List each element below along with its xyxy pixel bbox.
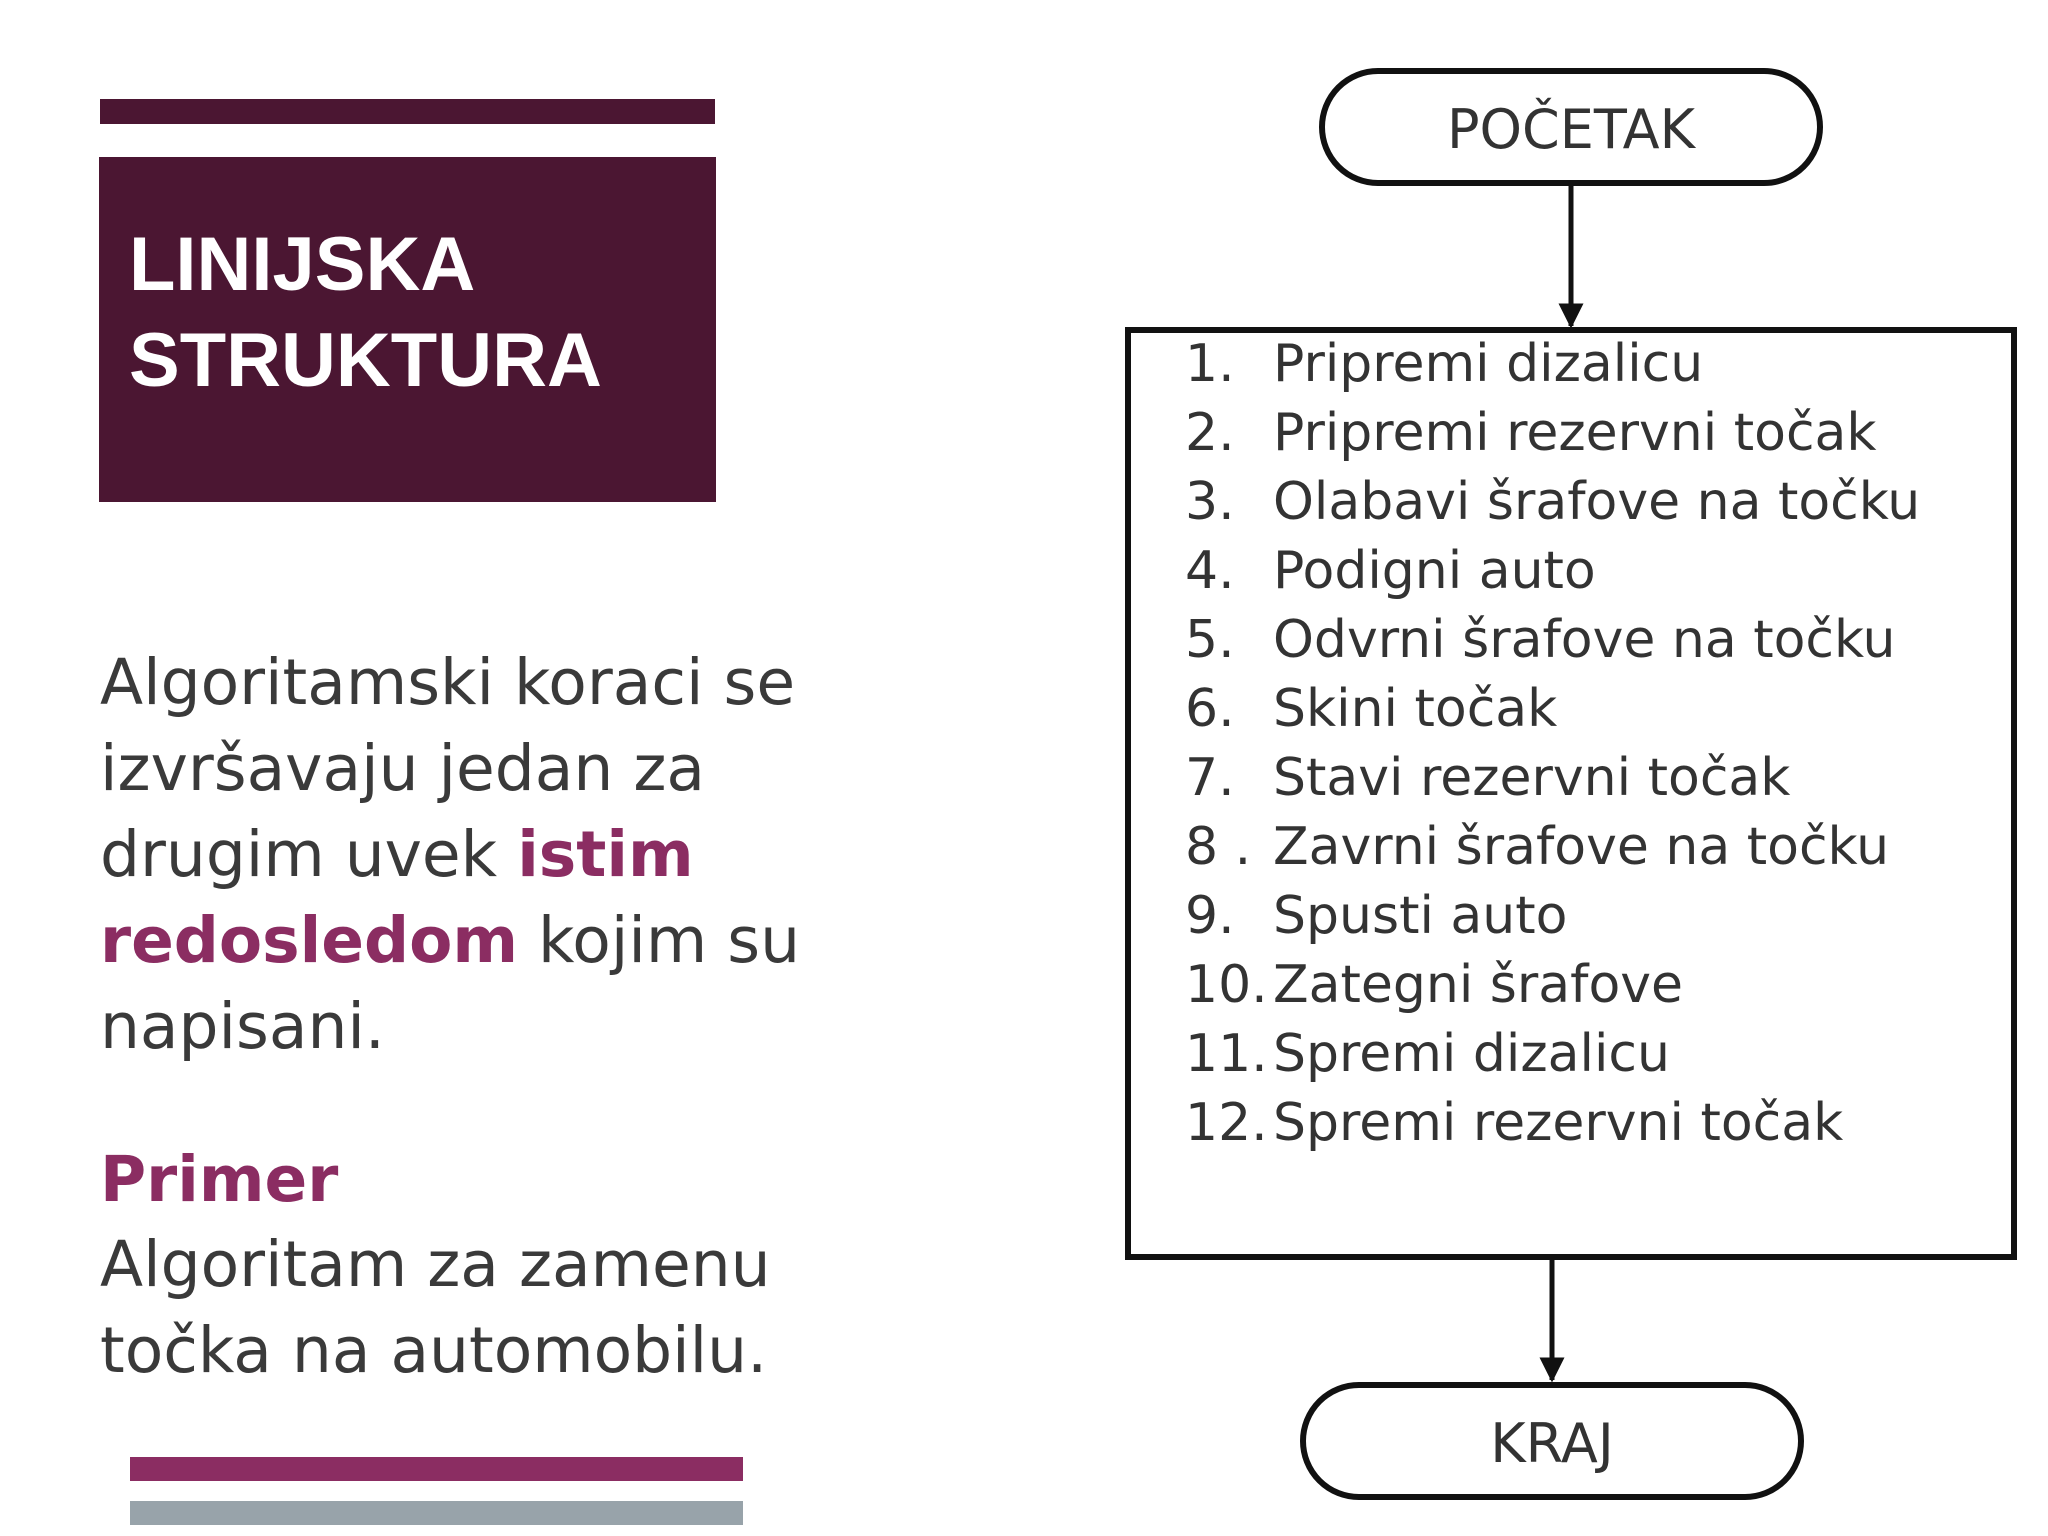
step-text: Spremi dizalicu bbox=[1273, 1024, 1670, 1084]
step-number: 3. bbox=[1185, 472, 1235, 532]
step-item bbox=[1185, 468, 1920, 537]
step-number: 8 . bbox=[1185, 817, 1252, 877]
step-item bbox=[1185, 1020, 1920, 1089]
title-line-2: STRUKTURA bbox=[129, 318, 602, 403]
steps-list bbox=[1185, 330, 1920, 1158]
step-text: Zavrni šrafove na točku bbox=[1273, 817, 1890, 877]
description-highlight: istim redosledom bbox=[100, 818, 694, 977]
step-number: 10. bbox=[1185, 955, 1268, 1015]
step-item bbox=[1185, 537, 1920, 606]
step-item bbox=[1185, 606, 1920, 675]
step-number: 4. bbox=[1185, 541, 1235, 601]
step-item bbox=[1185, 330, 1920, 399]
step-text: Spusti auto bbox=[1273, 886, 1568, 946]
step-number: 9. bbox=[1185, 886, 1235, 946]
step-text: Podigni auto bbox=[1273, 541, 1596, 601]
example-text: Algoritam za zamenu točka na automobilu. bbox=[100, 1228, 771, 1387]
step-text: Stavi rezervni točak bbox=[1273, 748, 1791, 808]
step-number: 7. bbox=[1185, 748, 1235, 808]
step-number: 6. bbox=[1185, 679, 1235, 739]
description-part-1: Algoritamski koraci se izvršavaju jedan za drugim uvek bbox=[100, 646, 796, 891]
step-item bbox=[1185, 1089, 1920, 1158]
step-item bbox=[1185, 882, 1920, 951]
step-text: Skini točak bbox=[1273, 679, 1558, 739]
description-part-2: kojim su napisani. bbox=[100, 904, 800, 1063]
step-text: Odvrni šrafove na točku bbox=[1273, 610, 1896, 670]
step-item bbox=[1185, 813, 1920, 882]
step-item bbox=[1185, 399, 1920, 468]
example-heading: Primer bbox=[100, 1143, 339, 1216]
step-text: Pripremi rezervni točak bbox=[1273, 403, 1877, 463]
step-text: Olabavi šrafove na točku bbox=[1273, 472, 1921, 532]
step-number: 2. bbox=[1185, 403, 1235, 463]
end-label: KRAJ bbox=[1490, 1412, 1614, 1475]
step-text: Zategni šrafove bbox=[1273, 955, 1684, 1015]
step-number: 1. bbox=[1185, 334, 1235, 394]
start-label: POČETAK bbox=[1446, 98, 1696, 161]
step-text: Spremi rezervni točak bbox=[1273, 1093, 1844, 1153]
title-line-1: LINIJSKA bbox=[129, 222, 476, 307]
step-number: 12. bbox=[1185, 1093, 1268, 1153]
step-item bbox=[1185, 951, 1920, 1020]
step-item bbox=[1185, 675, 1920, 744]
step-number: 5. bbox=[1185, 610, 1235, 670]
step-item bbox=[1185, 744, 1920, 813]
step-number: 11. bbox=[1185, 1024, 1268, 1084]
step-text: Pripremi dizalicu bbox=[1273, 334, 1704, 394]
